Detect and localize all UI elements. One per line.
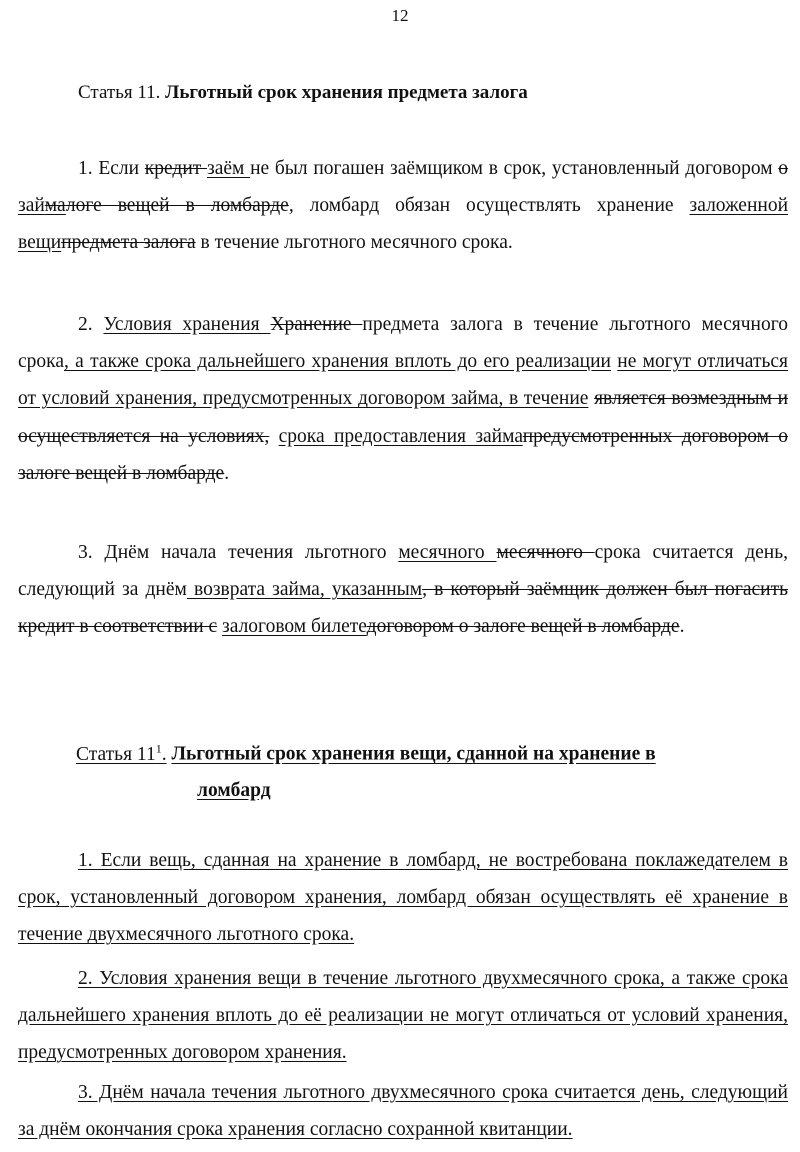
- article-11-1-paragraph-2: 2. Условия хранения вещи в течение льготного двухмесячного срока, а также срока дальнейшего хранения вплоть до её реализации не могут отличаться от условий хранения, предусмотренных договором хранения.: [18, 968, 788, 1064]
- article-11-1-title: [76, 730, 786, 809]
- inserted-text: залоговом билете: [222, 616, 367, 638]
- text-run: [269, 426, 278, 447]
- inserted-text: зай: [18, 195, 45, 217]
- article-11-heading: Льготный срок хранения предмета залога: [165, 82, 528, 103]
- text-run: .: [679, 616, 685, 638]
- inserted-text: заложенной вещи: [18, 195, 788, 254]
- article-11-paragraph-1: [18, 150, 788, 262]
- article-11-paragraph-2: [18, 306, 788, 492]
- deleted-text: предусмотренных договором о залоге вещей в ломбарде: [18, 425, 789, 484]
- inserted-text: Условия хранения: [103, 314, 271, 335]
- text-run: .: [224, 462, 230, 484]
- inserted-text: заём: [207, 158, 251, 179]
- text-run: в течение льготного месячного срока.: [195, 232, 513, 254]
- deleted-text: месячного: [496, 542, 595, 563]
- article-11-paragraph-3: [18, 534, 788, 646]
- deleted-text: , в который заёмщик должен был погасить кредит в соответствии с: [18, 579, 788, 638]
- deleted-text: о: [778, 158, 788, 179]
- page-number: 12: [391, 6, 409, 25]
- text-run: не был погашен заёмщиком в срок, установленный договором: [250, 158, 779, 179]
- inserted-text: возврата займа, указанным: [186, 579, 423, 601]
- text-run: предмета залога в течение льготного месячного срока: [18, 314, 788, 373]
- text-run: 2.: [78, 314, 104, 335]
- text-run: 3. Днём начала течения льготного: [78, 542, 399, 563]
- inserted-text: срока предоставления займа: [278, 425, 523, 447]
- article-11-1-label: Статья $11^1$.: [76, 741, 167, 765]
- deleted-text: ма: [44, 195, 66, 217]
- deleted-text: логе вещей в ломбарде: [65, 195, 289, 217]
- deleted-text: Хранение: [270, 314, 363, 335]
- deleted-text: является возмездным и осуществляется на условиях,: [18, 388, 788, 447]
- article-11-1-heading-line2: ломбард: [197, 779, 271, 801]
- article-11-1-heading-line1: Льготный срок хранения вещи, сданной на хранение в: [171, 743, 656, 765]
- inserted-text: не могут отличаться от условий хранения, предусмотренных договором займа, в течение: [18, 351, 788, 410]
- article-11-1-paragraph-3: 3. Днём начала течения льготного двухмесячного срока считается день, следующий за днём окончания срока хранения согласно сохранной квитанции.: [18, 1082, 788, 1141]
- inserted-text: , а также срока дальнейшего хранения вплоть до его реализации: [64, 351, 611, 373]
- article-11-label: Статья 11.: [78, 82, 161, 103]
- text-run: , ломбард обязан осуществлять хранение: [288, 195, 690, 217]
- text-run: срока считается день, следующий за днём: [18, 542, 788, 601]
- article-11-title: [78, 82, 528, 104]
- deleted-text: кредит: [144, 158, 207, 179]
- article-11-1-paragraph-1: 1. Если вещь, сданная на хранение в ломбард, не востребована поклажедателем в срок, установленный договором хранения, ломбард обязан осуществлять её хранение в течение двухмесячного льготного срока.: [18, 850, 788, 946]
- deleted-text: договором о залоге вещей в ломбарде: [366, 616, 680, 638]
- deleted-text: предмета залога: [61, 232, 196, 254]
- text-run: 1. Если: [78, 158, 145, 179]
- inserted-text: месячного: [398, 542, 497, 563]
